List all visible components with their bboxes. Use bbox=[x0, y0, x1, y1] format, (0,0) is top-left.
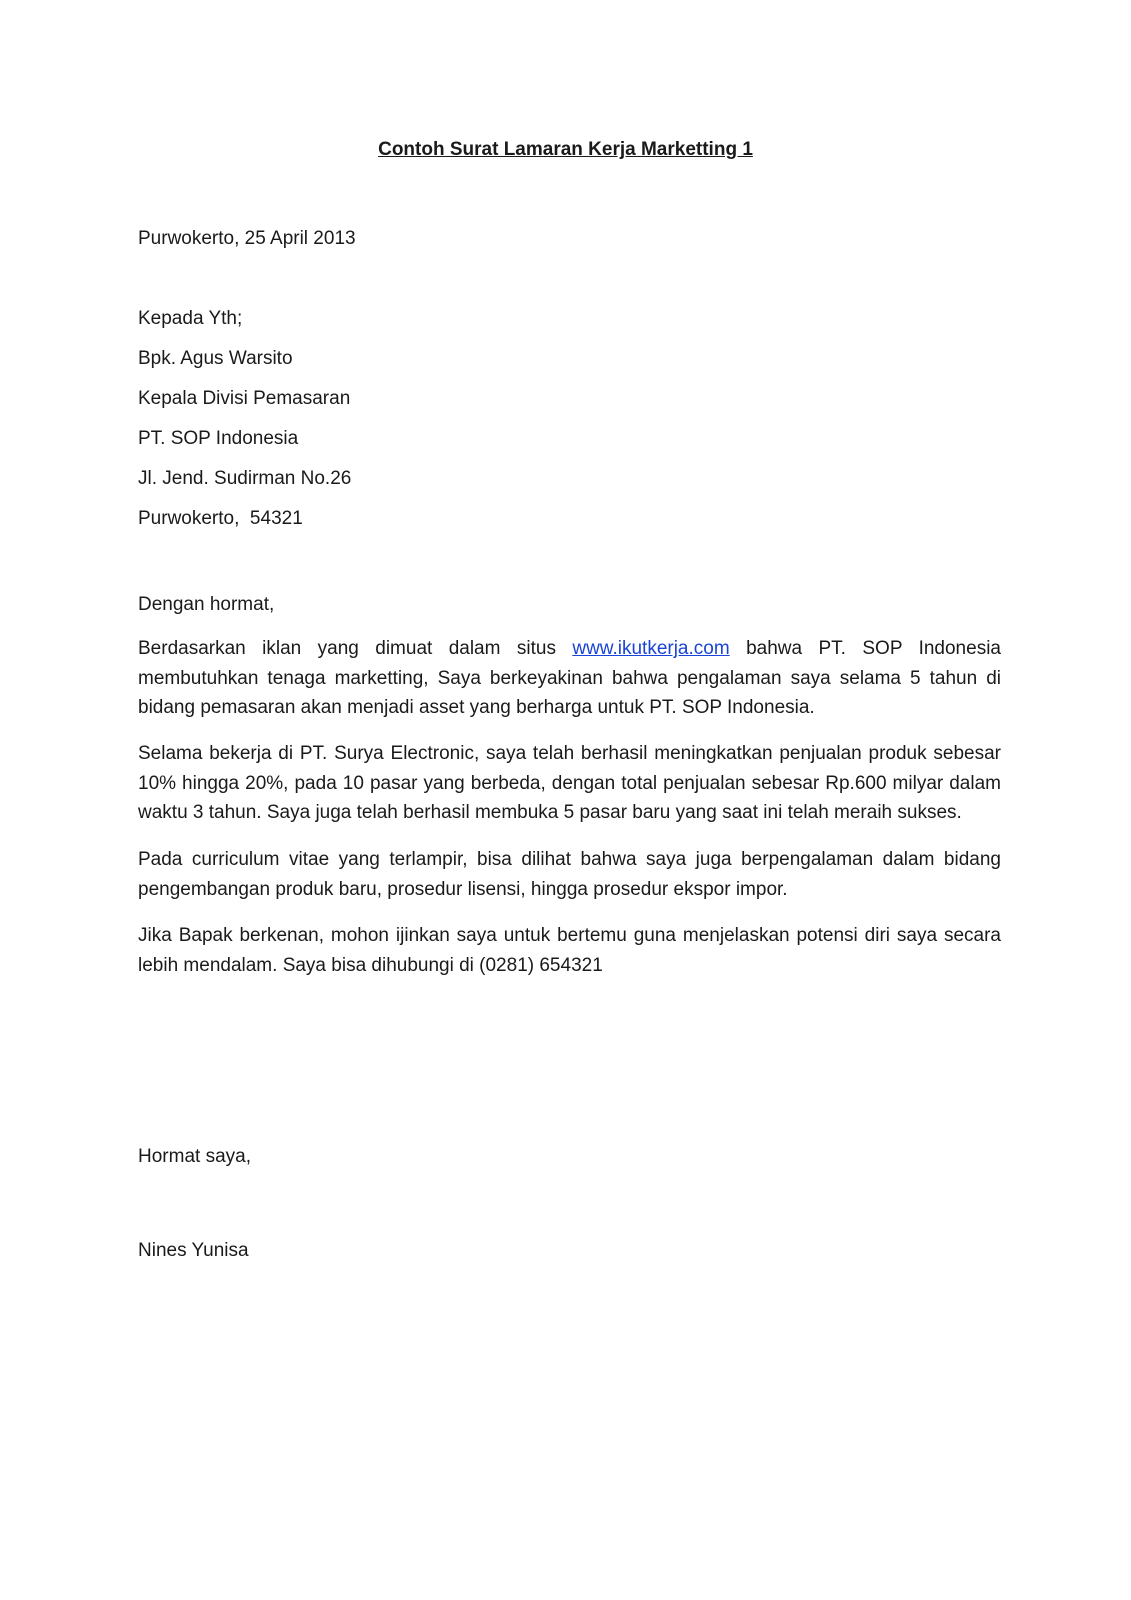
closing: Hormat saya, bbox=[138, 1146, 251, 1167]
recipient-salutation: Kepada Yth; bbox=[138, 308, 243, 329]
signature-name: Nines Yunisa bbox=[138, 1240, 249, 1261]
recipient-street: Jl. Jend. Sudirman No.26 bbox=[138, 468, 352, 489]
paragraph-3: Pada curriculum vitae yang terlampir, bisa dilihat bahwa saya juga berpengalaman dalam bidang pengembangan produk baru, prosedur lisensi, hingga prosedur ekspor impor. bbox=[138, 849, 1001, 900]
paragraph-4: Jika Bapak berkenan, mohon ijinkan saya untuk bertemu guna menjelaskan potensi diri saya secara lebih mendalam. Saya bisa dihubungi di (0281) 654321 bbox=[138, 925, 1001, 976]
greeting: Dengan hormat, bbox=[138, 594, 275, 615]
recipient-name: Bpk. Agus Warsito bbox=[138, 348, 293, 369]
paragraph-1-rest: bahwa PT. SOP Indonesia membutuhkan tenaga marketting, Saya berkeyakinan bahwa pengalaman saya selama 5 tahun di bidang pemasaran akan menjadi asset yang berharga untuk PT. SOP Indonesia. bbox=[138, 638, 1001, 718]
recipient-city: Purwokerto, 54321 bbox=[138, 508, 303, 529]
recipient-position: Kepala Divisi Pemasaran bbox=[138, 388, 351, 409]
document-title: Contoh Surat Lamaran Kerja Marketting 1 bbox=[378, 139, 753, 160]
date-line: Purwokerto, 25 April 2013 bbox=[138, 228, 356, 249]
recipient-company: PT. SOP Indonesia bbox=[138, 428, 299, 449]
website-link[interactable]: www.ikutkerja.com bbox=[572, 638, 730, 659]
paragraph-1-intro: Berdasarkan iklan yang dimuat dalam situs bbox=[138, 638, 573, 659]
paragraph-1 bbox=[138, 634, 1001, 723]
paragraph-2: Selama bekerja di PT. Surya Electronic, saya telah berhasil meningkatkan penjualan produk sebesar 10% hingga 20%, pada 10 pasar yang berbeda, dengan total penjualan sebesar Rp.600 milyar dalam waktu 3 tahun. Saya juga telah berhasil membuka 5 pasar baru yang saat ini telah meraih sukses. bbox=[138, 743, 1001, 823]
